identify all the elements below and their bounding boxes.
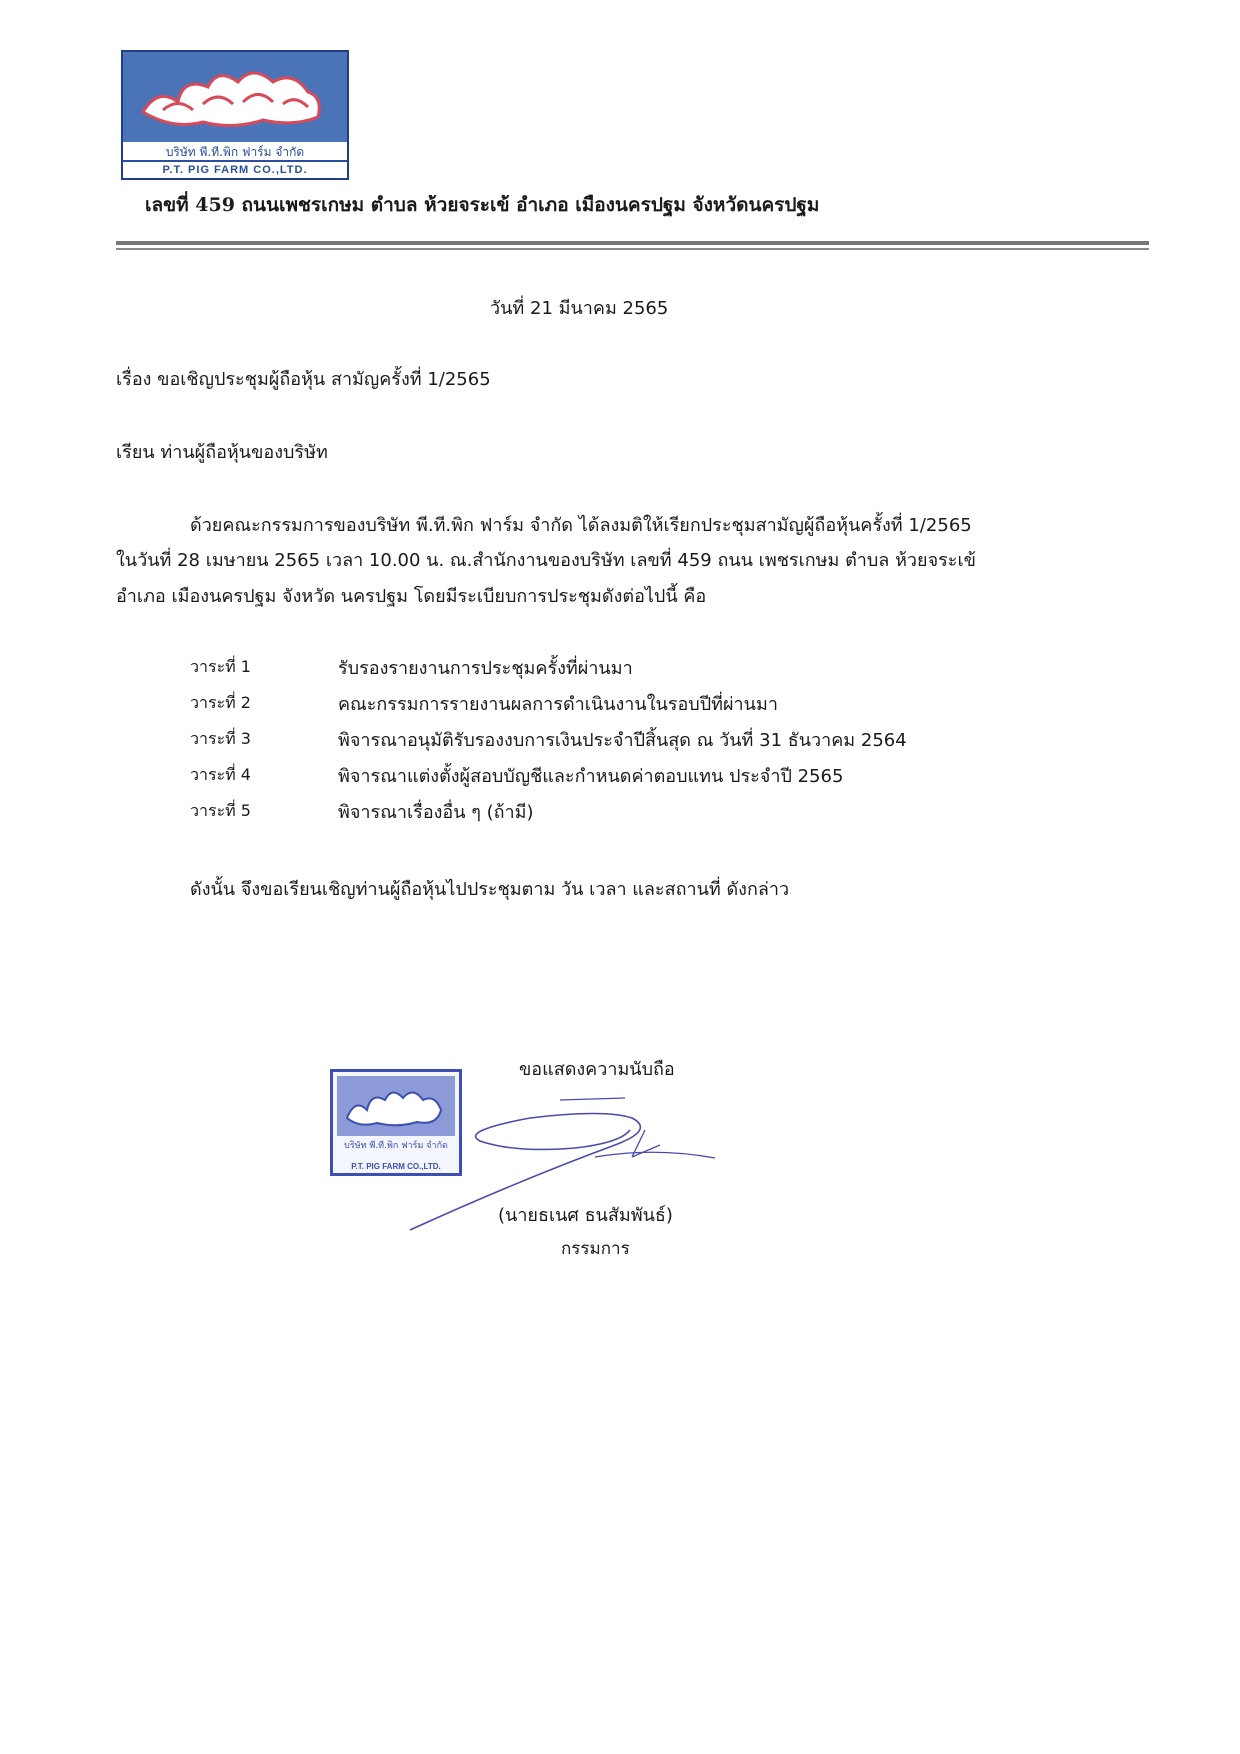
header-divider-thin <box>116 248 1149 250</box>
logo-thai-name: บริษัท พี.ที.พิก ฟาร์ม จำกัด <box>165 145 305 159</box>
body-line: อำเภอ เมืองนครปฐม จังหวัด นครปฐม โดยมีระเบียบการประชุมดังต่อไปนี้ คือ <box>116 586 707 607</box>
company-address: เลขที่ 459 ถนนเพชรเกษม ตำบล ห้วยจระเข้ อำเภอ เมืองนครปฐม จังหวัดนครปฐม <box>145 194 820 216</box>
letter-date: วันที่ 21 มีนาคม 2565 <box>490 298 669 319</box>
logo-english-name: P.T. PIG FARM CO.,LTD. <box>123 160 347 178</box>
signer-title: กรรมการ <box>561 1239 630 1259</box>
letter-subject: เรื่อง ขอเชิญประชุมผู้ถือหุ้น สามัญครั้งที่ 1/2565 <box>116 369 491 390</box>
letter-closing: ดังนั้น จึงขอเรียนเชิญท่านผู้ถือหุ้นไปประชุมตาม วัน เวลา และสถานที่ ดังกล่าว <box>190 879 790 900</box>
agenda-item: คณะกรรมการรายงานผลการดำเนินงานในรอบปีที่ผ่านมา <box>338 694 778 715</box>
header-divider <box>116 241 1149 245</box>
agenda-item: พิจารณาเรื่องอื่น ๆ (ถ้ามี) <box>338 802 534 823</box>
body-line: ในวันที่ 28 เมษายน 2565 เวลา 10.00 น. ณ.สำนักงานของบริษัท เลขที่ 459 ถนน เพชรเกษม ตำบล ห้วยจระเข้ <box>116 550 976 571</box>
letter-salutation: เรียน ท่านผู้ถือหุ้นของบริษัท <box>116 442 328 463</box>
agenda-item: พิจารณาแต่งตั้งผู้สอบบัญชีและกำหนดค่าตอบแทน ประจำปี 2565 <box>338 766 844 787</box>
stamp-english-name: P.T. PIG FARM CO.,LTD. <box>351 1162 441 1171</box>
agenda-item: พิจารณาอนุมัติรับรองงบการเงินประจำปีสิ้นสุด ณ วันที่ 31 ธันวาคม 2564 <box>338 730 907 751</box>
stamp-thai-name: บริษัท พี.ที.พิก ฟาร์ม จำกัด <box>344 1141 448 1151</box>
company-logo <box>121 50 349 180</box>
agenda-item: รับรองรายงานการประชุมครั้งที่ผ่านมา <box>338 658 633 679</box>
logo-pig-illustration <box>123 52 347 142</box>
agenda-label: วาระที่ 4 <box>190 765 251 784</box>
agenda-label: วาระที่ 5 <box>190 801 251 820</box>
agenda-label: วาระที่ 3 <box>190 729 251 748</box>
regards: ขอแสดงความนับถือ <box>519 1059 675 1080</box>
agenda-label: วาระที่ 2 <box>190 693 251 712</box>
agenda-label: วาระที่ 1 <box>190 657 251 676</box>
body-line: ด้วยคณะกรรมการของบริษัท พี.ที.พิก ฟาร์ม จำกัด ได้ลงมติให้เรียกประชุมสามัญผู้ถือหุ้นครั้งที่ 1/2565 <box>190 515 972 536</box>
signer-name: (นายธเนศ ธนสัมพันธ์) <box>498 1205 673 1226</box>
